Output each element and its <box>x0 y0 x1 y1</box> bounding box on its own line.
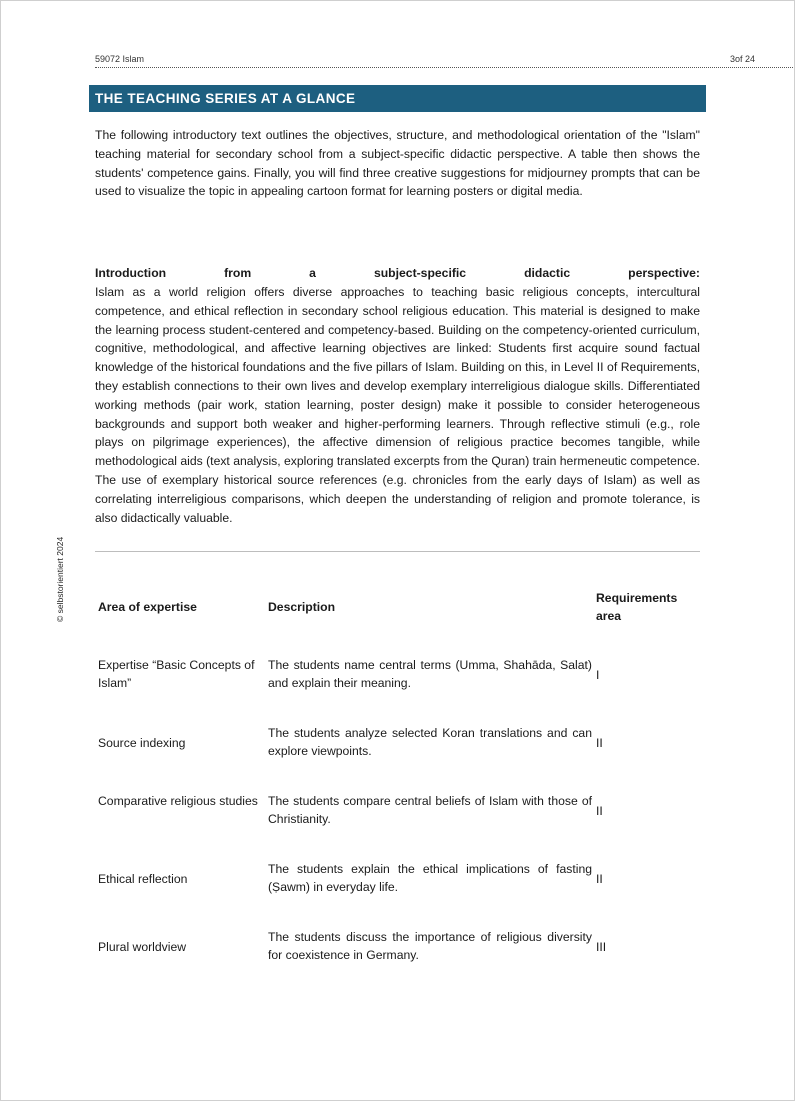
heading-word: didactic <box>524 266 571 280</box>
table-header-description: Description <box>268 600 336 614</box>
document-id: 59072 Islam <box>95 54 145 64</box>
table-row-requirements: II <box>596 872 603 886</box>
table-row-area: Source indexing <box>98 736 186 750</box>
table-row-requirements: II <box>596 804 603 818</box>
table-row-requirements: II <box>596 736 603 750</box>
divider <box>95 551 700 552</box>
table-row-description: The students name central terms (Umma, Shahāda, Salat) and explain their meaning. <box>268 658 592 690</box>
section-title: THE TEACHING SERIES AT A GLANCE <box>89 85 706 112</box>
didactic-paragraph: Islam as a world religion offers diverse approaches to teaching basic religious concepts, intercultural competence, and ethical reflection in secondary school religious education. This material is designed to make the learning process student-centered and competency-based. Building on the competency-oriented curriculum, cognitive, methodological, and affective learning objectives are linked: Students first acquire sound factual knowledge of the historical foundations and the five pillars of Islam. Building on this, in Level II of Requirements, they establish connections to their own lives and develop exemplary interreligious dialogue skills. Differentiated working methods (pair work, station learning, poster design) make it possible to consider heterogeneous backgrounds and support both weaker and higher-performing learners. Through reflective stimuli (e.g., role plays on pilgrimage experiences), the affective dimension of religious practice becomes tangible, while methodological aids (text analysis, exploring translated excerpts from the Quran) train hermeneutic competence. The use of exemplary historical source references (e.g. chronicles from the early days of Islam) as well as correlating interreligious comparisons, which deepen the understanding of religion and promote tolerance, is also didactically valuable. <box>95 285 700 525</box>
heading-word: from <box>224 266 252 280</box>
didactic-heading <box>95 264 700 283</box>
heading-word: Introduction <box>95 266 167 280</box>
page-header <box>95 54 793 68</box>
table-row-area: Ethical reflection <box>98 872 188 886</box>
table-row-requirements: I <box>596 668 600 682</box>
table-row-description: The students analyze selected Koran translations and can explore viewpoints. <box>268 726 592 758</box>
table-header-area: Area of expertise <box>98 600 197 614</box>
heading-word: a <box>309 266 316 280</box>
table-row-description: The students explain the ethical implications of fasting (Ṣawm) in everyday life. <box>268 862 592 894</box>
table-row-description: The students discuss the importance of religious diversity for coexistence in Germany. <box>268 930 592 962</box>
heading-word: perspective: <box>628 266 700 280</box>
table-row-area: Expertise “Basic Concepts of Islam” <box>98 658 255 690</box>
table-row-description: The students compare central beliefs of Islam with those of Christianity. <box>268 794 592 826</box>
heading-word: subject-specific <box>373 266 467 280</box>
intro-paragraph: The following introductory text outlines the objectives, structure, and methodological orientation of the "Islam" teaching material for secondary school from a subject-specific didactic perspective. A table then shows the students' competence gains. Finally, you will find three creative suggestions for midjourney prompts that can be used to visualize the topic in appealing cartoon format for learning posters or digital media. <box>95 128 700 199</box>
table-row-requirements: III <box>596 940 607 954</box>
table-header-requirements: Requirements area <box>596 591 678 623</box>
page-number: 3of 24 <box>729 54 755 64</box>
copyright-label: © selbstorientiert 2024 <box>55 536 65 622</box>
table-row-area: Comparative religious studies <box>98 794 258 808</box>
table-row-area: Plural worldview <box>98 940 187 954</box>
